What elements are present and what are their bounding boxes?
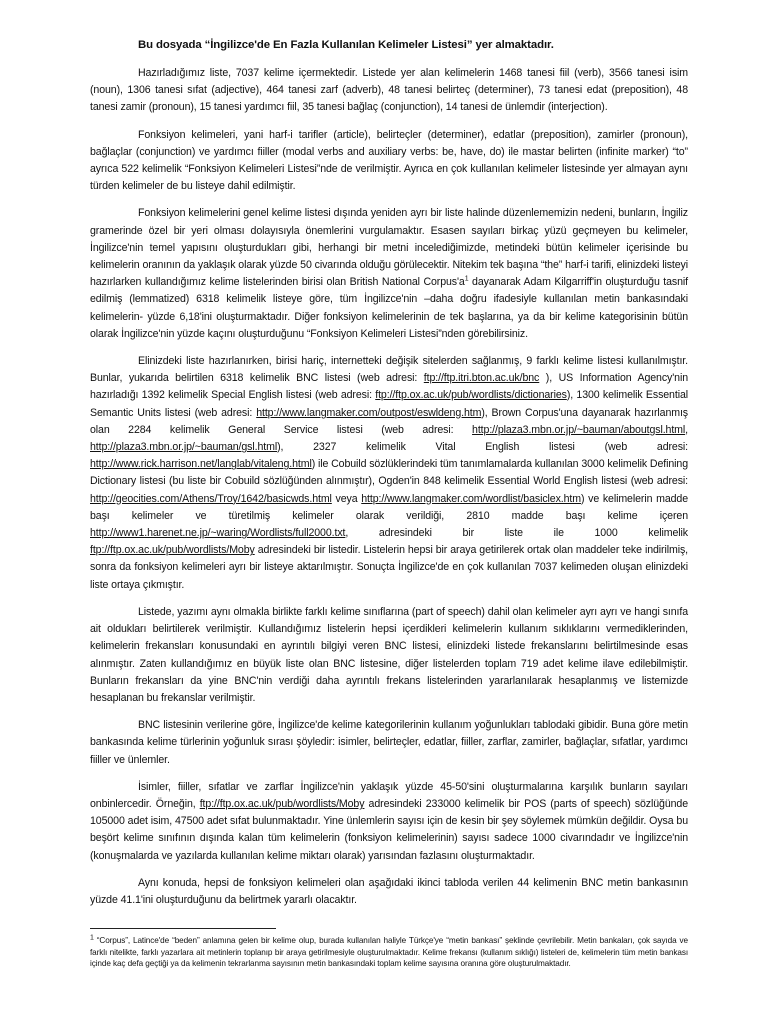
footnote — [90, 935, 688, 970]
link-gsl[interactable]: http://plaza3.mbn.or.jp/~bauman/gsl.html — [90, 441, 278, 454]
document-page — [90, 34, 688, 919]
paragraph-part-of-speech: Listede, yazımı aynı olmakla birlikte farklı kelime sınıflarına (part of speech) dahil olan kelimeler ayrı ayrı ve hangi sınıfa ait oldukları belirtilerek verilmiştir. Kullandığımız listelerin hepsi içerdikleri kelimelerin kullanım sıklıklarını vermediklerinden, kelimelerin frekansları konusundaki en ayrıntılı bilgiyi veren BNC listesi, elinizdeki listede frekanslarını belirtilmesinde esas alınmıştır. Zaten kullandığımız en büyük liste olan BNC listesine, diğer listelerden toplam 719 adet kelime ilave edilebilmiştir. Bunların frekansları da yine BNC'nin verdiği daha ayrıntılı frekans listelerinden yararlanılarak hesaplanmış ve listemizde hesaplanan bu frekanslar verilmiştir. — [90, 605, 688, 704]
paragraph-text: ), US Information Agency'nin hazırladığı 1392 kelimelik Special English listesi (web adresi: — [90, 372, 689, 402]
paragraph-text: ), Brown Corpus'una dayanarak hazırlanmış olan 2284 kelimelik General Service listesi (web adresi: — [90, 406, 688, 436]
paragraph-text: ), 2327 kelimelik Vital English listesi (web adresi: — [277, 441, 688, 454]
paragraph-text: veya — [331, 492, 362, 505]
paragraph-text: ), 1300 kelimelik Essential Semantic Units listesi (web adresi: — [90, 389, 688, 419]
link-basic-words[interactable]: http://geocities.com/Athens/Troy/1642/basicwds.html — [90, 492, 332, 505]
paragraph-source-lists — [90, 353, 688, 594]
document-title: Bu dosyada “İngilizce'de En Fazla Kullanılan Kelimeler Listesi” yer almaktadır. — [138, 39, 554, 51]
paragraph-text: , — [685, 423, 688, 436]
paragraph-function-words: Fonksiyon kelimeleri, yani harf-i tarifler (article), belirteçler (determiner), edatlar (preposition), zamirler (pronoun), bağlaçlar (conjunction) ve yardımcı fiiller (modal verbs and auxiliary verbs: be, have, do) ile mastar belirten (infinite marker) “to” ayrıca 522 kelimelik “Fonksiyon Kelimeleri Listesi”nde de verilmiştir. Ayrıca en çok kullanılan kelimeler listesinde yer almayan aynı türden kelimeler de bu listeye dahil edilmiştir. — [90, 128, 688, 193]
paragraph-text: , adresindeki bir liste ile 1000 kelimelik — [345, 527, 688, 540]
paragraph-word-counts: Hazırladığımız liste, 7037 kelime içermektedir. Listede yer alan kelimelerin 1468 tanesi fiil (verb), 3566 tanesi isim (noun), 1306 tanesi sıfat (adjective), 464 tanesi zarf (adverb), 48 tanesi belirteç (determiner), 73 tanesi edat (preposition), 48 tanesi zamir (pronoun), 15 tanesi yardımcı fiil, 35 tanesi bağlaç (conjunction), 14 tanesi de ünlemdir (interjection). — [90, 67, 688, 114]
link-essential-semantic-units[interactable]: http://www.langmaker.com/outpost/eswldeng.htm — [256, 406, 482, 419]
paragraph-function-words-importance — [90, 205, 688, 343]
paragraph-text: ) ile Cobuild sözlüklerindeki tüm tanımlamalarda kullanılan 3000 kelimelik Defining Dictionary listesi (bu liste bir Cobuild sözlüğünden alınmıştır), Ogden'in 848 kelimelik Essential World English listesi (web adresi: — [90, 458, 688, 488]
paragraph-44-words: Aynı konuda, hepsi de fonksiyon kelimeleri olan aşağıdaki ikinci tabloda verilen 44 kelimenin BNC metin bankasının yüzde 41.1'ini oluşturduğunu da belirtmek yararlı olacaktır. — [90, 876, 688, 906]
paragraph-bnc-categories: BNC listesinin verilerine göre, İngilizce'de kelime kategorilerinin kullanım yoğunlukları tablodaki gibidir. Buna göre metin bankasında kelime türlerinin yoğunluk sırası şöyledir: isimler, belirteçler, edatlar, fiiller, zarflar, zamirler, bağlaçlar, sıfatlar, yardımcı fiiller ve ünlemler. — [90, 719, 688, 766]
paragraph-text: adresindeki 233000 kelimelik bir POS (parts of speech) sözlüğünde 105000 adet isim, 47500 adet sıfat bulunmaktadır. Yine ünlemlerin sayısı için de kesin bir şey söylemek mümkün değildir. Oysa bu beşört kelime sınıfının dışında kalan tüm kelimelerin (fonksiyon kelimelerinin) sayısı sadece 1000 civarındadır ve İngilizce'nin (konuşmalarda ve yazılarda kullanılan kelime miktarı olarak) yarısından fazlasını oluşturmaktadır. — [90, 797, 688, 862]
paragraph-content-words — [90, 779, 688, 865]
paragraph-text: dayanarak Adam Kilgarriff'in oluşturduğu tasnif edilmiş (lemmatized) 6318 kelimelik listeye göre, tüm İngilizce'nin –daha doğru ifadesiyle kullanılan metin bankasındaki kelimelerin- yüzde 6,18'ini oluşturmaktadır. Diğer fonksiyon kelimelerinin de tek başlarına, ya da bir kelime kategorisinin bütün olarak İngilizce'nin yüzde kaçını oluşturduğunu “Fonksiyon Kelimeleri Listesi”nden görebilirsiniz. — [90, 276, 688, 340]
link-bnc[interactable]: ftp://ftp.itri.bton.ac.uk/bnc — [423, 372, 540, 385]
paragraph-text: ) ve kelimelerin madde başı kelimeler ve türetilmiş kelimeler olarak verildiği, 2810 madde başı kelime içeren — [90, 492, 688, 522]
link-vital-english[interactable]: http://www.rick.harrison.net/langlab/vitaleng.html — [90, 458, 312, 471]
link-basiclex[interactable]: http://www.langmaker.com/wordlist/basiclex.htm — [361, 492, 581, 505]
link-moby[interactable]: ftp://ftp.ox.ac.uk/pub/wordlists/Moby — [199, 797, 365, 810]
paragraph-text: Elinizdeki liste hazırlanırken, birisi hariç, internetteki değişik sitelerden sağlanmış, 9 farklı kelime listesi kullanılmıştır. Bunlar, yukarıda belirtilen 6318 kelimelik BNC listesi (web adresi: — [90, 355, 688, 385]
link-full2000[interactable]: http://www1.harenet.ne.jp/~waring/Wordlists/full2000.txt — [90, 527, 346, 540]
footnote-reference[interactable]: 1 — [464, 275, 469, 283]
link-special-english[interactable]: ftp://ftp.ox.ac.uk/pub/wordlists/dictionaries — [375, 389, 567, 402]
footnote-text: “Corpus”, Latince'de “beden” anlamına gelen bir kelime olup, burada kullanılan haliyle Türkçe'ye “metin bankası” şeklinde çevrilebilir. Metin bankaları, çok sayıda ve farklı nitelikte, farklı yazarlara ait metinlerin toplanıp bir araya getirilmesiyle oluşturulmaktadır. Kelime frekansı (kullanım sıklığı) listeleri de, kelimelerin tüm metin bankası içinde kaç defa geçtiği ya da kelimenin tekrarlanma sayısının metin bankasındaki toplam kelime sayısına oranına göre oluşturulmaktadır. — [90, 936, 688, 969]
footnote-divider — [90, 928, 276, 929]
paragraph-text: adresindeki bir listedir. Listelerin hepsi bir araya getirilerek ortak olan maddeler teke indirilmiş, sonra da fonksiyon kelimeleri ayrı bir listeye aktarılmıştır. Sonuçta İngilizce'de en çok kullanılan 7037 kelimeden oluşan elinizdeki liste ortaya çıkmıştır. — [90, 544, 688, 591]
paragraph-text: Fonksiyon kelimelerini genel kelime listesi dışında yeniden ayrı bir liste halinde düzenlememizin nedeni, bunların, İngiliz gramerinde özel bir yeri olması dolayısıyla önemlerini vurgulamaktır. Esasen sayıları birkaç yüzü geçmeyen bu kelimeler, İngilizce'nin temel yapısını oluşturdukları gibi, herhangi bir metni incelediğimizde, metindeki bütün kelimeler içerisinde bu kelimelerin oranının da yaklaşık olarak yüzde 50 civarında olduğu görülecektir. Nitekim tek başına “the” harf-i tarifi, elinizdeki listeyi hazırlarken kullandığımız kelime listelerinden birisi olan British National Corpus'a — [90, 207, 688, 289]
paragraph-text: İsimler, fiiller, sıfatlar ve zarflar İngilizce'nin yaklaşık yüzde 45-50'sini oluşturmalarına karşılık bunların sayıları onbinlercedir. Örneğin, — [90, 780, 688, 810]
link-gsl-about[interactable]: http://plaza3.mbn.or.jp/~bauman/aboutgsl.html — [472, 423, 686, 436]
link-moby[interactable]: ftp://ftp.ox.ac.uk/pub/wordlists/Moby — [90, 544, 255, 557]
footnote-marker: 1 — [90, 934, 94, 942]
